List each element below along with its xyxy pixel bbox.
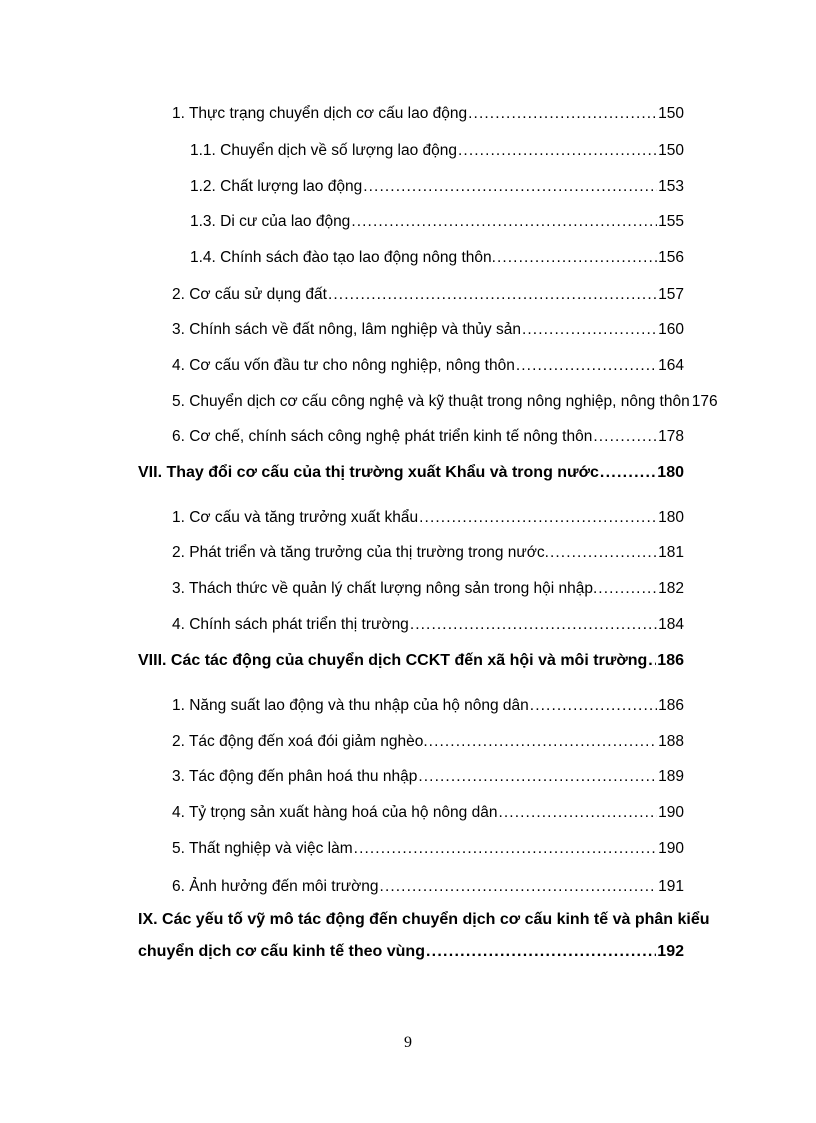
toc-entry [172,696,684,716]
toc-entry-title: 2. Phát triển và tăng trưởng của thị trường trong nước. [172,544,549,561]
toc-entry-title: 1.1. Chuyển dịch về số lượng lao động [190,142,457,159]
toc-entry-page: 181 [658,544,684,561]
toc-entry-page: 155 [658,213,684,230]
toc-entry-page: 160 [658,321,684,338]
toc-entry [172,392,718,412]
toc-entry-title: 1.3. Di cư của lao động [190,213,351,230]
toc-section-heading [138,651,684,671]
toc-entry-page: 188 [658,733,684,750]
dot-leader [550,543,657,563]
dot-leader [458,141,657,161]
toc-entry-title: 2. Tác động đến xoá đói giảm nghèo. [172,733,428,750]
toc-entry-title: 5. Thất nghiệp và việc làm [172,840,353,857]
dot-leader [418,767,657,787]
toc-entry-page: 180 [658,509,684,526]
toc-entry [172,320,684,340]
toc-entry-title: 5. Chuyển dịch cơ cấu công nghệ và kỹ thuật trong nông nghiệp, nông thôn [172,393,690,410]
toc-entry-title-line2: chuyển dịch cơ cấu kinh tế theo vùng [138,943,425,960]
toc-entry [172,356,684,376]
toc-entry-page: 176 [691,393,718,410]
toc-entry [190,212,684,232]
dot-leader [648,651,656,671]
page-number: 9 [404,1034,412,1051]
toc-entry-title: 4. Chính sách phát triển thị trường [172,616,409,633]
toc-entry-title: 1. Thực trạng chuyển dịch cơ cấu lao động [172,105,468,122]
dot-leader [530,696,657,716]
toc-entry-page: 153 [658,178,684,195]
dot-leader [380,877,658,897]
toc-entry [172,579,684,599]
toc-entry [172,104,684,124]
dot-leader [419,508,657,528]
dot-leader [354,839,657,859]
dot-leader [600,463,656,483]
dot-leader [410,615,657,635]
toc-entry-page: 192 [657,943,684,960]
toc-entry [172,427,684,447]
toc-entry [172,615,684,635]
toc-entry-title: 1. Năng suất lao động và thu nhập của hộ nông dân [172,697,529,714]
toc-entry [190,248,684,268]
dot-leader [497,248,657,268]
toc-entry-page: 190 [658,840,684,857]
toc-entry-page: 178 [658,428,684,445]
toc-entry-title: 1.2. Chất lượng lao động [190,178,363,195]
toc-entry-title: 3. Tác động đến phân hoá thu nhập [172,768,418,785]
toc-entry-title-line1: IX. Các yếu tố vỹ mô tác động đến chuyển dịch cơ cấu kinh tế và phân kiểu [138,911,710,928]
toc-entry-title: 1. Cơ cấu và tăng trưởng xuất khẩu [172,509,419,526]
dot-leader [522,320,657,340]
dot-leader [328,285,657,305]
toc-entry-page: 191 [658,878,684,895]
toc-entry-title: 4. Tỷ trọng sản xuất hàng hoá của hộ nông dân [172,804,498,821]
dot-leader [498,803,657,823]
dot-leader [429,732,657,752]
toc-entry-page: 156 [658,249,684,266]
toc-entry-title: 4. Cơ cấu vốn đầu tư cho nông nghiệp, nông thôn [172,357,515,374]
toc-entry-title: 3. Chính sách về đất nông, lâm nghiệp và thủy sản [172,321,521,338]
toc-entry-page: 164 [658,357,684,374]
toc-entry [172,508,684,528]
toc-entry [172,285,684,305]
toc-entry [172,839,684,859]
dot-leader [426,942,656,962]
toc-entry-title: 6. Ảnh hưởng đến môi trường [172,878,379,895]
toc-entry-page: 186 [657,652,684,669]
dot-leader [468,104,657,124]
toc-entry-page: 150 [658,105,684,122]
toc-entry-page: 189 [658,768,684,785]
toc-entry [172,543,684,563]
dot-leader [598,579,657,599]
toc-section-heading [138,910,710,962]
toc-entry-page: 190 [658,804,684,821]
toc-entry-line2 [138,942,684,962]
dot-leader [593,427,657,447]
toc-entry [172,877,684,897]
toc-entry [190,141,684,161]
toc-entry [172,803,684,823]
toc-entry [172,732,684,752]
toc-entry-page: 182 [658,580,684,597]
dot-leader [363,177,657,197]
dot-leader [516,356,657,376]
toc-section-heading [138,463,684,483]
toc-entry-title: 1.4. Chính sách đào tạo lao động nông thôn. [190,249,496,266]
toc-entry-page: 184 [658,616,684,633]
toc-entry-title: VII. Thay đổi cơ cấu của thị trường xuất Khẩu và trong nước [138,464,599,481]
toc-entry [172,767,684,787]
toc-entry-title: 2. Cơ cấu sử dụng đất [172,286,327,303]
toc-entry-title: 3. Thách thức về quản lý chất lượng nông sản trong hội nhập. [172,580,598,597]
toc-entry-title: 6. Cơ chế, chính sách công nghệ phát triển kinh tế nông thôn [172,428,593,445]
toc-entry-page: 180 [657,464,684,481]
toc-entry [190,177,684,197]
dot-leader [351,212,657,232]
toc-entry-title: VIII. Các tác động của chuyển dịch CCKT đến xã hội và môi trường [138,652,648,669]
toc-entry-page: 150 [658,142,684,159]
toc-entry-page: 186 [658,697,684,714]
toc-entry-page: 157 [658,286,684,303]
